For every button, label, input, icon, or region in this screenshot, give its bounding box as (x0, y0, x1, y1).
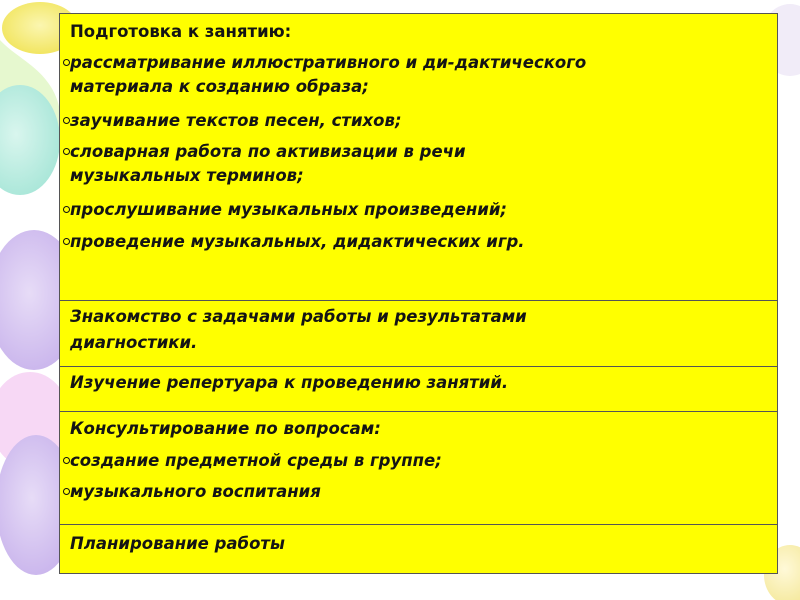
list-item: заучивание текстов песен, стихов; (70, 110, 402, 132)
section-title: Подготовка к занятию: (70, 22, 292, 41)
bullet-icon (63, 117, 70, 124)
bullet-icon (63, 238, 70, 245)
list-item: музыкального воспитания (70, 481, 321, 503)
section-title: Консультирование по вопросам: (70, 419, 381, 438)
section-repertoire (60, 367, 777, 412)
content-table (59, 13, 778, 574)
section-line: диагностики. (70, 333, 198, 352)
section-consulting (60, 412, 777, 525)
section-line: Изучение репертуара к проведению занятий. (70, 373, 509, 392)
bullet-icon (63, 206, 70, 213)
list-item: словарная работа по активизации в речи (70, 141, 466, 163)
list-item: прослушивание музыкальных произведений; (70, 199, 507, 221)
section-title: Планирование работы (70, 534, 285, 553)
section-lesson-preparation (60, 14, 777, 301)
bullet-icon (63, 488, 70, 495)
bullet-icon (63, 148, 70, 155)
list-item-continuation: материала к созданию образа; (70, 77, 369, 96)
bullet-icon (63, 59, 70, 66)
section-planning (60, 525, 777, 573)
section-diagnostics (60, 301, 777, 367)
list-item: рассматривание иллюстративного и ди-дактического (70, 52, 586, 74)
list-item: проведение музыкальных, дидактических игр. (70, 231, 525, 253)
section-line: Знакомство с задачами работы и результатами (70, 307, 527, 326)
list-item: создание предметной среды в группе; (70, 450, 442, 472)
bullet-icon (63, 457, 70, 464)
list-item-continuation: музыкальных терминов; (70, 166, 304, 185)
